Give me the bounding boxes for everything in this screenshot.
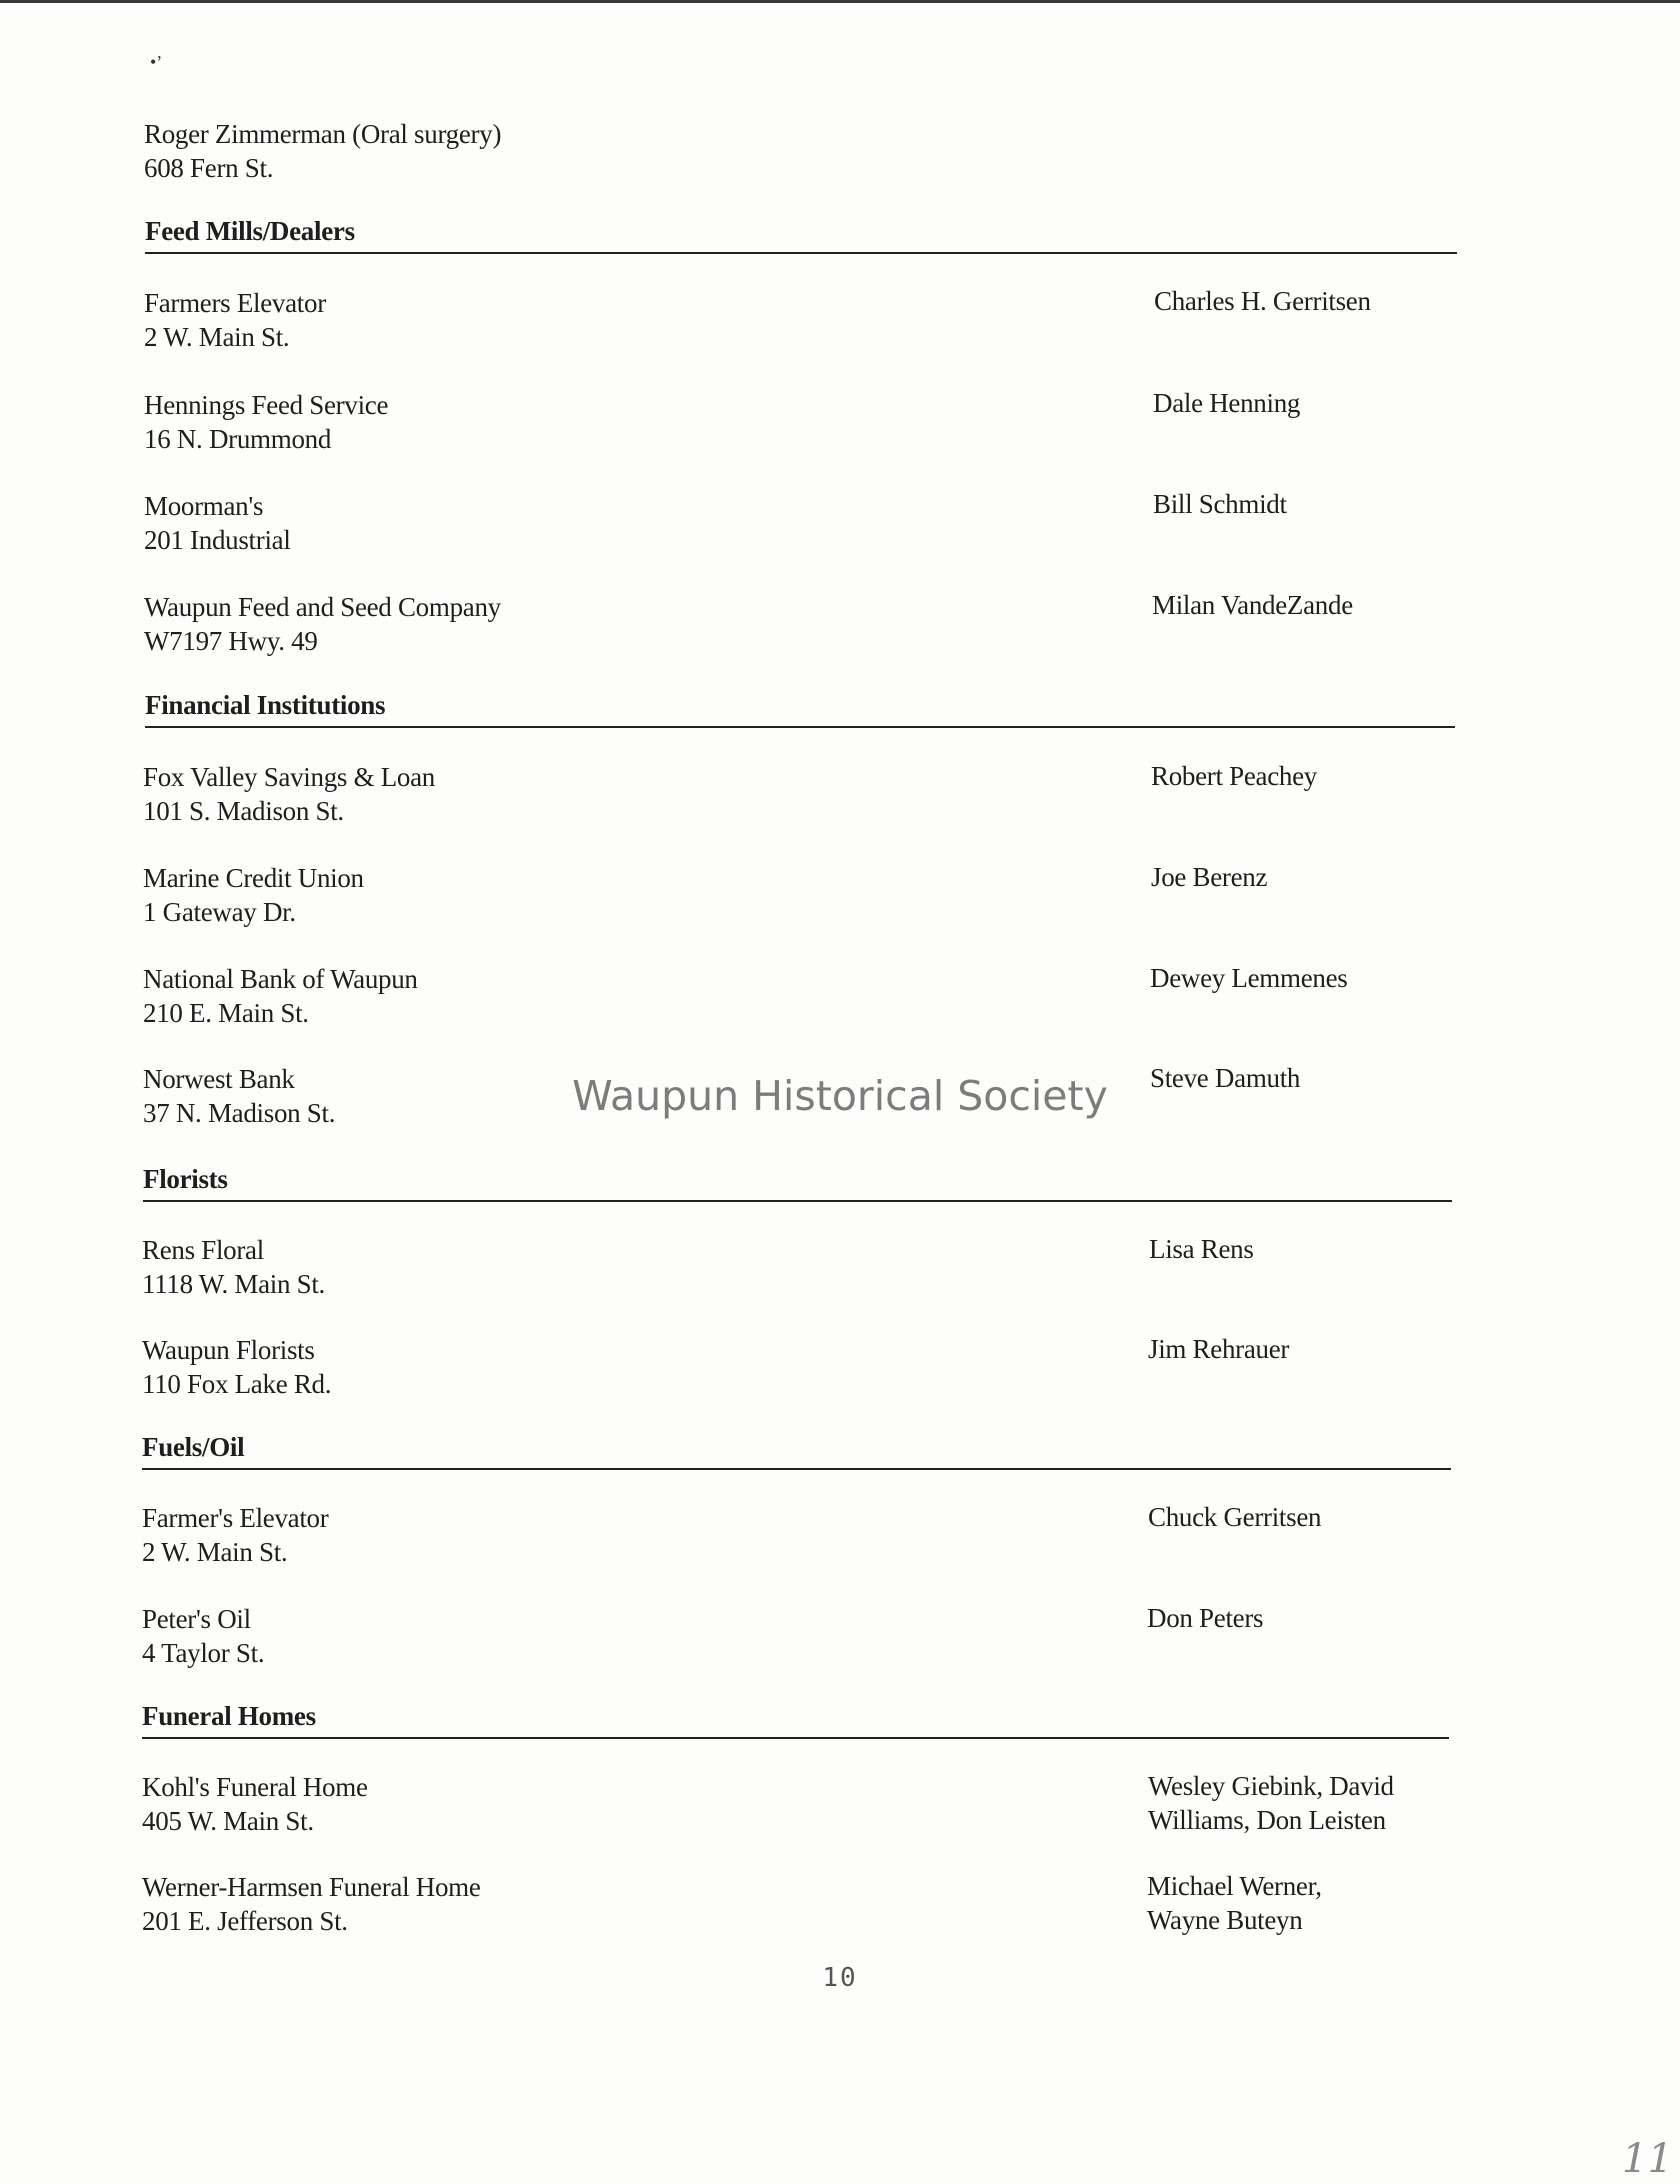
entry-address: 2 W. Main St.	[144, 322, 290, 352]
entry-name: Fox Valley Savings & Loan	[143, 762, 435, 792]
section-heading: Florists	[143, 1162, 1452, 1202]
entry-name: Kohl's Funeral Home	[142, 1772, 368, 1802]
entry-address: W7197 Hwy. 49	[144, 626, 318, 656]
entry-contact: Don Peters	[1147, 1603, 1264, 1633]
entry-address: 201 E. Jefferson St.	[142, 1906, 348, 1936]
entry-name: Farmer's Elevator	[142, 1503, 329, 1533]
watermark: Waupun Historical Society	[572, 1072, 1108, 1120]
corner-mark: •’	[150, 52, 163, 72]
entry-name: Waupun Feed and Seed Company	[144, 592, 501, 622]
entry-address: 2 W. Main St.	[142, 1537, 288, 1567]
entry-address: 608 Fern St.	[144, 153, 274, 183]
page-number: 10	[822, 1963, 858, 1993]
entry-address: 4 Taylor St.	[142, 1638, 265, 1668]
entry-contact: Michael Werner,	[1147, 1871, 1322, 1901]
entry-contact: Milan VandeZande	[1152, 590, 1353, 620]
entry-contact: Wesley Giebink, David	[1148, 1771, 1394, 1801]
entry-contact: Steve Damuth	[1150, 1063, 1301, 1093]
entry-address: 37 N. Madison St.	[143, 1098, 336, 1128]
entry-address: 16 N. Drummond	[144, 424, 332, 454]
entry-name: Hennings Feed Service	[144, 390, 389, 420]
entry-name: Peter's Oil	[142, 1604, 251, 1634]
entry-name: National Bank of Waupun	[143, 964, 418, 994]
section-heading: Financial Institutions	[145, 688, 1455, 728]
entry-address: 110 Fox Lake Rd.	[142, 1369, 332, 1399]
entry-address: 101 S. Madison St.	[143, 796, 344, 826]
entry-name: Norwest Bank	[143, 1064, 295, 1094]
entry-contact: Dewey Lemmenes	[1150, 963, 1348, 993]
entry-contact: Robert Peachey	[1151, 761, 1317, 791]
entry-contact: Chuck Gerritsen	[1148, 1502, 1322, 1532]
section-heading: Feed Mills/Dealers	[145, 214, 1457, 254]
entry-name: Moorman's	[144, 491, 264, 521]
entry-address: 1118 W. Main St.	[142, 1269, 325, 1299]
entry-name: Werner-Harmsen Funeral Home	[142, 1872, 481, 1902]
entry-name: Marine Credit Union	[143, 863, 364, 893]
entry-name: Rens Floral	[142, 1235, 264, 1265]
section-heading: Funeral Homes	[142, 1699, 1449, 1739]
entry-name: Roger Zimmerman (Oral surgery)	[144, 119, 502, 149]
entry-contact: Dale Henning	[1153, 388, 1301, 418]
scan-top-edge	[0, 0, 1680, 3]
entry-address: 210 E. Main St.	[143, 998, 309, 1028]
entry-name: Waupun Florists	[142, 1335, 315, 1365]
entry-contact-line2: Williams, Don Leisten	[1148, 1805, 1386, 1835]
entry-contact: Charles H. Gerritsen	[1154, 286, 1371, 316]
entry-address: 405 W. Main St.	[142, 1806, 314, 1836]
section-heading: Fuels/Oil	[142, 1430, 1451, 1470]
entry-name: Farmers Elevator	[144, 288, 326, 318]
entry-contact: Jim Rehrauer	[1148, 1334, 1290, 1364]
entry-address: 201 Industrial	[144, 525, 291, 555]
entry-contact: Lisa Rens	[1149, 1234, 1254, 1264]
margin-note: 11	[1622, 2136, 1673, 2182]
entry-contact: Joe Berenz	[1151, 862, 1268, 892]
entry-contact: Bill Schmidt	[1153, 489, 1287, 519]
entry-address: 1 Gateway Dr.	[143, 897, 296, 927]
entry-contact-line2: Wayne Buteyn	[1147, 1905, 1303, 1935]
